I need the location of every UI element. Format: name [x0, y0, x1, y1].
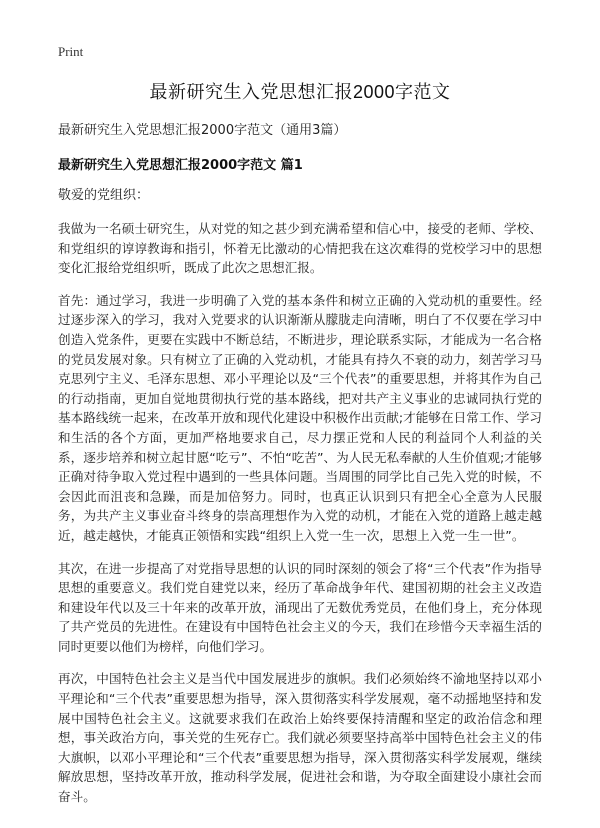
paragraph-intro: 我做为一名硕士研究生，从对党的知之甚少到充满希望和信心中，接受的老师、学校、和党组织的谆谆教诲和指引，怀着无比激动的心情把我在这次难得的党校学习中的思想变化汇报给党组织听，既成了此次之思想汇报。: [58, 221, 542, 276]
document-subtitle: 最新研究生入党思想汇报2000字范文（通用3篇）: [58, 123, 347, 138]
paragraph-second: 其次，在进一步提高了对党指导思想的认识的同时深刻的领会了将“三个代表”作为指导思想的重要意义。我们党自建党以来，经历了革命战争年代、建国初期的社会主义改造和建设年代以及三十年来的改革开放，涌现出了无数优秀党员，在他们身上，充分体现了共产党员的先进性。在建设有中国特色社会主义的今天，我们在珍惜今天幸福生活的同时更要以他们为榜样，向他们学习。: [58, 560, 542, 654]
paragraph-third: 再次，中国特色社会主义是当代中国发展进步的旗帜。我们必须始终不渝地坚持以邓小平理论和“三个代表”重要思想为指导，深入贯彻落实科学发展观，毫不动摇地坚持和发展中国特色社会主义。这就要求我们在政治上始终要保持清醒和坚定的政治信念和理想，事关政治方向，事关党的生死存亡。我们就必须要坚持高举中国特色社会主义的伟大旗帜，以邓小平理论和“三个代表”重要思想为指导，深入贯彻落实科学发展观，继续解放思想，坚持改革开放，推动科学发展，促进社会和谐，为夺取全面建设小康社会而奋斗。: [58, 671, 542, 805]
document-title: 最新研究生入党思想汇报2000字范文: [149, 82, 451, 102]
paragraph-first: 首先：通过学习，我进一步明确了入党的基本条件和树立正确的入党动机的重要性。经过逐步深入的学习，我对入党要求的认识渐渐从朦胧走向清晰，明白了不仅要在学习中创造入党条件，更要在实践中不断总结，不断进步，理论联系实际，才能成为一名合格的党员发展对象。只有树立了正确的入党动机，才能具有持久不衰的动力，刻苦学习马克思列宁主义、毛泽东思想、邓小平理论以及“三个代表”的重要思想，并将其作为自己的行动指南，更加自觉地贯彻执行党的基本路线，把对共产主义事业的忠诚同执行党的基本路线统一起来，在改革开放和现代化建设中积极作出贡献;才能够在日常工作、学习和生活的各个方面，更加严格地要求自己，尽力摆正党和人民的利益同个人利益的关系，逐步培养和树立起甘愿“吃亏”、不怕“吃苦”、为人民无私奉献的人生价值观;才能够正确对待争取入党过程中遇到的一些具体问题。当周围的同学比自己先入党的时候，不会因此而沮丧和急躁，而是加倍努力。同时，也真正认识到只有把全心全意为人民服务，为共产主义事业奋斗终身的崇高理想作为入党的动机，才能在入党的道路上越走越近，越走越快，才能真正领悟和实践“组织上入党一生一次，思想上入党一生一世”。: [58, 292, 542, 543]
greeting: 敬爱的党组织：: [58, 188, 150, 203]
section-heading: 最新研究生入党思想汇报2000字范文 篇1: [58, 158, 303, 173]
print-label: Print: [58, 44, 84, 59]
